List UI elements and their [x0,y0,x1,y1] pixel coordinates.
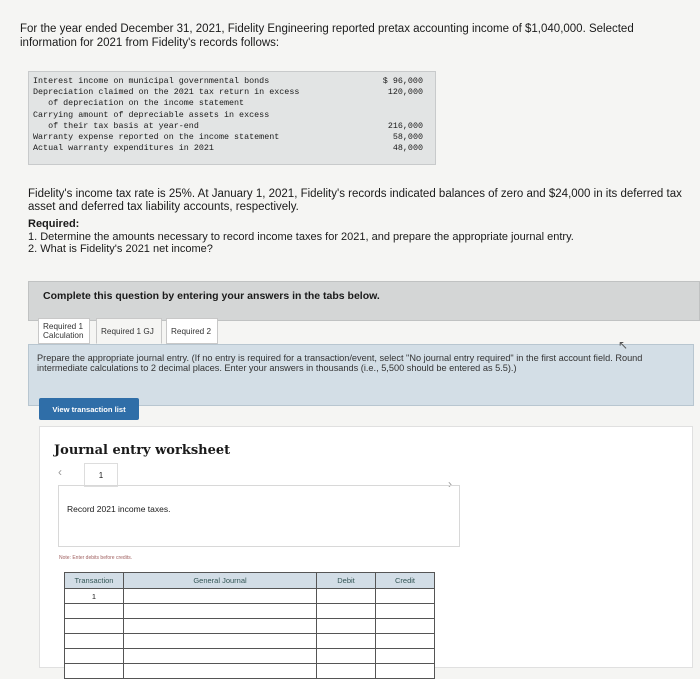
required-heading: Required: [28,218,80,230]
account-field[interactable] [124,634,317,649]
tab-required-2[interactable]: Required 2 [166,318,218,344]
record-instruction: Record 2021 income taxes. [67,504,171,514]
tab-required-1-gj[interactable]: Required 1 GJ [96,318,162,344]
tab-required-1-calculation[interactable]: Required 1 Calculation [38,318,90,344]
page-number[interactable]: 1 [84,463,118,487]
credit-field[interactable] [376,604,435,619]
credit-field[interactable] [376,634,435,649]
col-transaction: Transaction [65,573,124,589]
required-section [28,218,688,256]
debit-field[interactable] [317,604,376,619]
info-label: Actual warranty expenditures in 2021 [33,143,214,154]
credit-field[interactable] [376,649,435,664]
worksheet-title: Journal entry worksheet [54,443,231,458]
account-field[interactable] [124,649,317,664]
cursor-icon: ↖ [618,338,629,352]
transaction-cell [65,619,124,634]
info-label: Depreciation claimed on the 2021 tax return in excess [33,87,300,98]
transaction-cell [65,604,124,619]
entry-instructions: Prepare the appropriate journal entry. (If no entry is required for a transaction/event, select "No journal entry required" in the first account field. Round intermediate calculations to 2 decimal places. Enter your answers in thousands (i.e., 5,500 should be entered as 5.5).) [37,353,643,373]
debit-field[interactable] [317,634,376,649]
credit-field[interactable] [376,589,435,604]
col-credit: Credit [376,573,435,589]
info-label: of their tax basis at year-end [33,120,199,131]
info-value: 58,000 [392,132,423,142]
table-row [65,649,435,664]
account-field[interactable] [124,589,317,604]
debits-note: Note: Enter debits before credits. [59,555,133,561]
tax-rate-paragraph: Fidelity's income tax rate is 25%. At January 1, 2021, Fidelity's records indicated balances of zero and $24,000 in its deferred tax asset and deferred tax liability accounts, respectively. [28,188,682,213]
info-table [28,71,436,165]
debit-field[interactable] [317,619,376,634]
tab-panel [28,344,694,406]
info-value: 48,000 [392,143,423,154]
instruction-bar [28,281,700,321]
required-item-2: 2. What is Fidelity's 2021 net income? [28,243,213,255]
info-label: Warranty expense reported on the income statement [33,132,280,142]
credit-field[interactable] [376,619,435,634]
table-row [65,664,435,679]
chevron-right-icon[interactable]: › [448,477,452,491]
col-debit: Debit [317,573,376,589]
info-value: $ 96,000 [382,76,423,86]
table-row [65,634,435,649]
transaction-cell [65,634,124,649]
account-field[interactable] [124,619,317,634]
required-item-1: 1. Determine the amounts necessary to record income taxes for 2021, and prepare the appropriate journal entry. [28,230,574,243]
transaction-cell [65,664,124,679]
record-instruction-box [58,485,460,547]
account-field[interactable] [124,664,317,679]
view-transaction-list-button[interactable]: View transaction list [39,398,139,420]
account-field[interactable] [124,604,317,619]
table-row [65,604,435,619]
debit-field[interactable] [317,589,376,604]
info-value: 216,000 [387,120,423,131]
table-row [65,619,435,634]
transaction-cell [65,649,124,664]
instruction-bar-text: Complete this question by entering your answers in the tabs below. [43,290,380,302]
table-row [65,589,435,604]
transaction-cell: 1 [65,589,124,604]
credit-field[interactable] [376,664,435,679]
debit-field[interactable] [317,649,376,664]
chevron-left-icon[interactable]: ‹ [58,465,62,479]
info-label: Carrying amount of depreciable assets in excess [33,109,270,120]
info-label: Interest income on municipal governmental bonds [33,76,270,86]
info-value: 120,000 [387,87,423,98]
info-label: of depreciation on the income statement [33,98,245,109]
col-general-journal: General Journal [124,573,317,589]
problem-intro: For the year ended December 31, 2021, Fidelity Engineering reported pretax accounting income of $1,040,000. Selected information for 2021 from Fidelity's records follows: [20,23,634,49]
debit-field[interactable] [317,664,376,679]
journal-entry-worksheet [39,426,693,668]
journal-table [64,572,435,679]
